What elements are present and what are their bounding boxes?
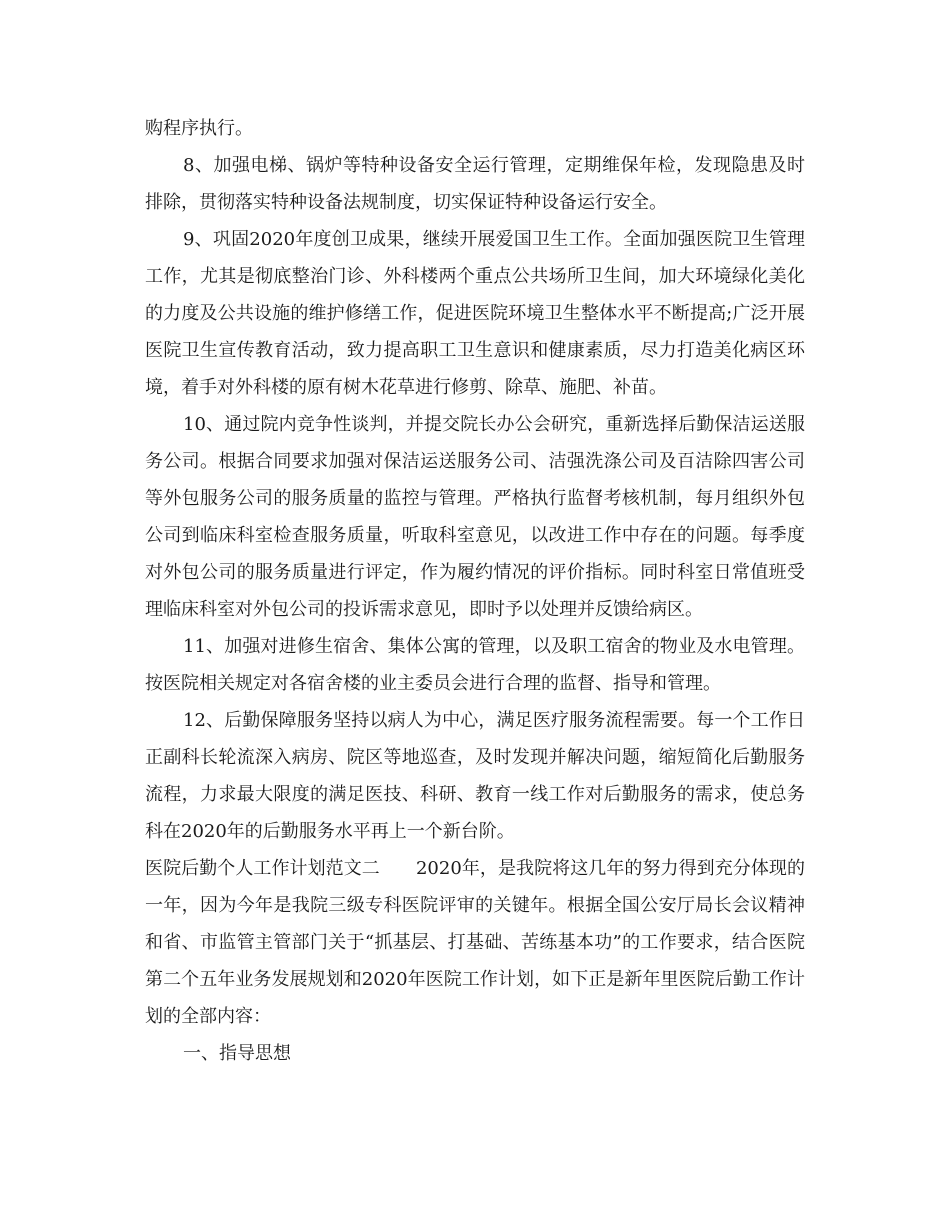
paragraph-item-8: 8、加强电梯、锅炉等特种设备安全运行管理，定期维保年检，发现隐患及时排除，贯彻落实特种设备法规制度，切实保证特种设备运行安全。 bbox=[145, 155, 805, 213]
paragraph-item-10: 10、通过院内竞争性谈判，并提交院长办公会研究，重新选择后勤保洁运送服务公司。根据合同要求加强对保洁运送服务公司、洁强洗涤公司及百洁除四害公司等外包服务公司的服务质量的监控与管理。严格执行监督考核机制，每月组织外包公司到临床科室检查服务质量，听取科室意见，以改进工作中存在的问题。每季度对外包公司的服务质量进行评定，作为履约情况的评价指标。同时科室日常值班受理临床科室对外包公司的投诉需求意见，即时予以处理并反馈给病区。 bbox=[145, 414, 805, 620]
paragraph-item-12: 12、后勤保障服务坚持以病人为中心，满足医疗服务流程需要。每一个工作日正副科长轮流深入病房、院区等地巡查，及时发现并解决问题，缩短简化后勤服务流程，力求最大限度的满足医技、科研、教育一线工作对后勤服务的需求，使总务科在2020年的后勤服务水平再上一个新台阶。 bbox=[145, 710, 805, 842]
section-heading-guiding-ideology: 一、指导思想 bbox=[183, 1043, 291, 1064]
document-body bbox=[145, 110, 805, 1072]
section-title-plan-two: 医院后勤个人工作计划范文二 2020年，是我院将这几年的努力得到充分体现的一年，因为今年是我院三级专科医院评审的关键年。根据全国公安厅局长会议精神和省、市监管主管部门关于“抓基层、打基础、苦练基本功”的工作要求，结合医院第二个五年业务发展规划和2020年医院工作计划，如下正是新年里医院后勤工作计划的全部内容： bbox=[145, 858, 805, 1027]
paragraph-continuation: 购程序执行。 bbox=[145, 118, 253, 139]
paragraph-item-9: 9、巩固2020年度创卫成果，继续开展爱国卫生工作。全面加强医院卫生管理工作，尤其是彻底整治门诊、外科楼两个重点公共场所卫生间，加大环境绿化美化的力度及公共设施的维护修缮工作，促进医院环境卫生整体水平不断提高;广泛开展医院卫生宣传教育活动，致力提高职工卫生意识和健康素质，尽力打造美化病区环境，着手对外科楼的原有树木花草进行修剪、除草、施肥、补苗。 bbox=[145, 229, 805, 398]
paragraph-item-11: 11、加强对进修生宿舍、集体公寓的管理，以及职工宿舍的物业及水电管理。按医院相关规定对各宿舍楼的业主委员会进行合理的监督、指导和管理。 bbox=[145, 636, 805, 694]
